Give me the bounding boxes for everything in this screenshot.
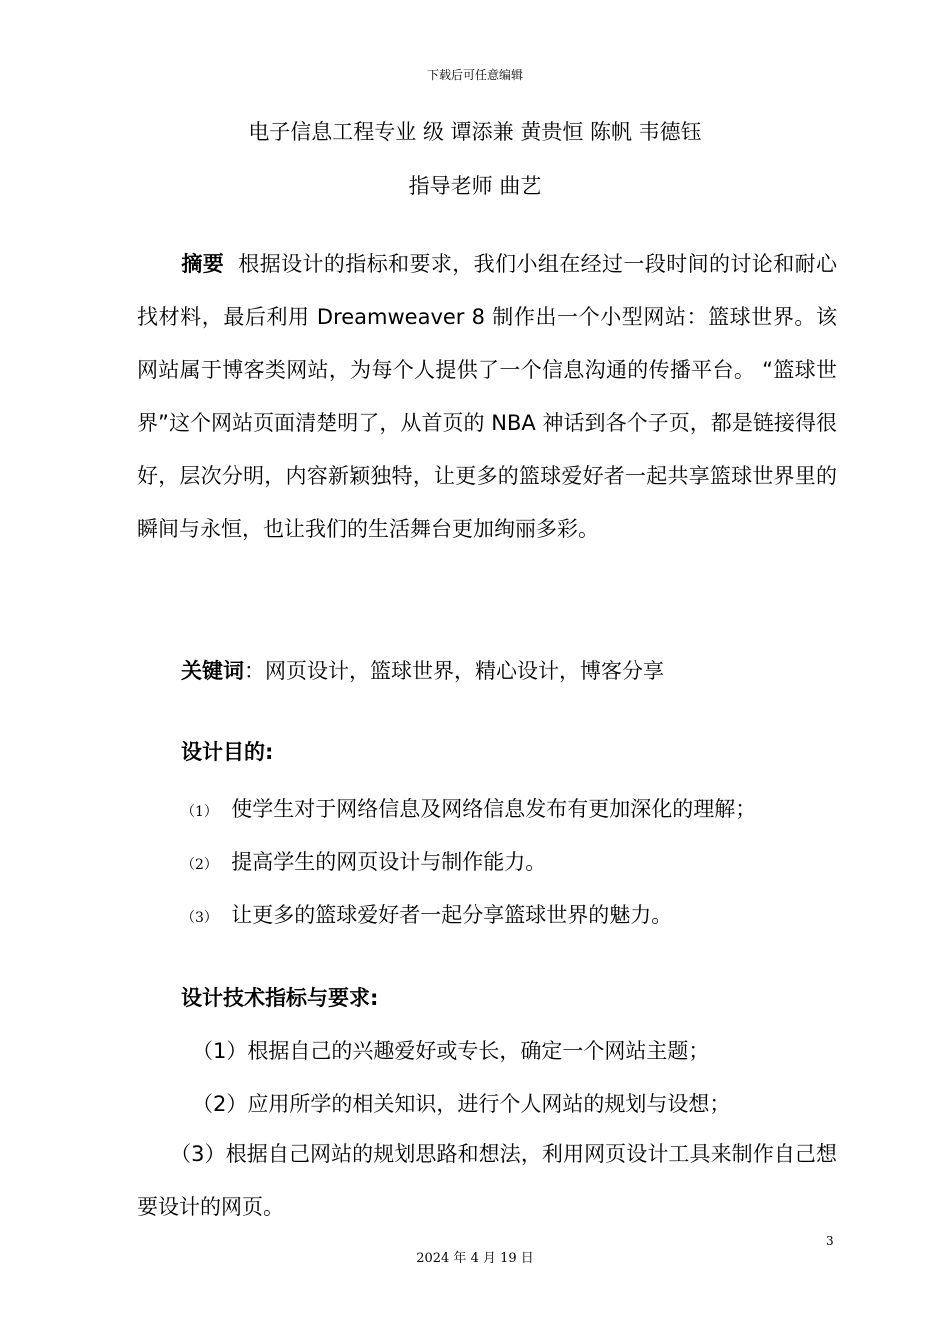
abstract-text: 根据设计的指标和要求，我们小组在经过一段时间的讨论和耐心找材料，最后利用 Dreamweaver 8 制作出一个小型网站：篮球世界。该网站属于博客类网站，为每个人提供了一个信息沟通的传播平台。 “篮球世界”这个网站页面清楚明了，从首页的 NBA 神话到各个子页，都是链接得很好，层次分明，内容新颖独特，让更多的篮球爱好者一起共享篮球世界里的瞬间与永恒，也让我们的生活舞台更加绚丽多彩。 xyxy=(137,252,837,541)
page-number: 3 xyxy=(826,1234,834,1248)
goal-item xyxy=(181,899,672,929)
abstract-paragraph xyxy=(137,238,837,556)
keywords-text: ：网页设计，篮球世界，精心设计，博客分享 xyxy=(244,659,664,683)
goal-number: （2） xyxy=(181,857,218,873)
requirement-item: （1）根据自己的兴趣爱好或专长，确定一个网站主题； xyxy=(192,1039,710,1063)
goal-number: （3） xyxy=(181,910,218,926)
goal-text: 提高学生的网页设计与制作能力。 xyxy=(231,850,547,874)
footer-date: 2024 年 4 月 19 日 xyxy=(416,1251,534,1266)
goal-item xyxy=(181,846,546,876)
goal-number: （1） xyxy=(181,804,218,820)
goals-heading: 设计目的: xyxy=(181,740,274,764)
page-header-note: 下载后可任意编辑 xyxy=(426,68,523,82)
goal-item xyxy=(181,793,756,823)
keywords-line xyxy=(181,655,664,685)
goal-text: 让更多的篮球爱好者一起分享篮球世界的魅力。 xyxy=(231,903,673,927)
keywords-label: 关键词 xyxy=(181,659,244,683)
abstract-label: 摘要 xyxy=(181,252,225,276)
requirement-item: （2）应用所学的相关知识，进行个人网站的规划与设想； xyxy=(192,1092,731,1116)
goal-text: 使学生对于网络信息及网络信息发布有更加深化的理解； xyxy=(231,797,757,821)
requirements-heading: 设计技术指标与要求: xyxy=(181,986,379,1010)
requirement-item: （3）根据自己网站的规划思路和想法，利用网页设计工具来制作自己想要设计的网页。 xyxy=(137,1142,837,1219)
advisor-line: 指导老师 曲艺 xyxy=(408,174,542,198)
authors-line: 电子信息工程专业 级 谭添兼 黄贵恒 陈帆 韦德钰 xyxy=(248,120,702,144)
